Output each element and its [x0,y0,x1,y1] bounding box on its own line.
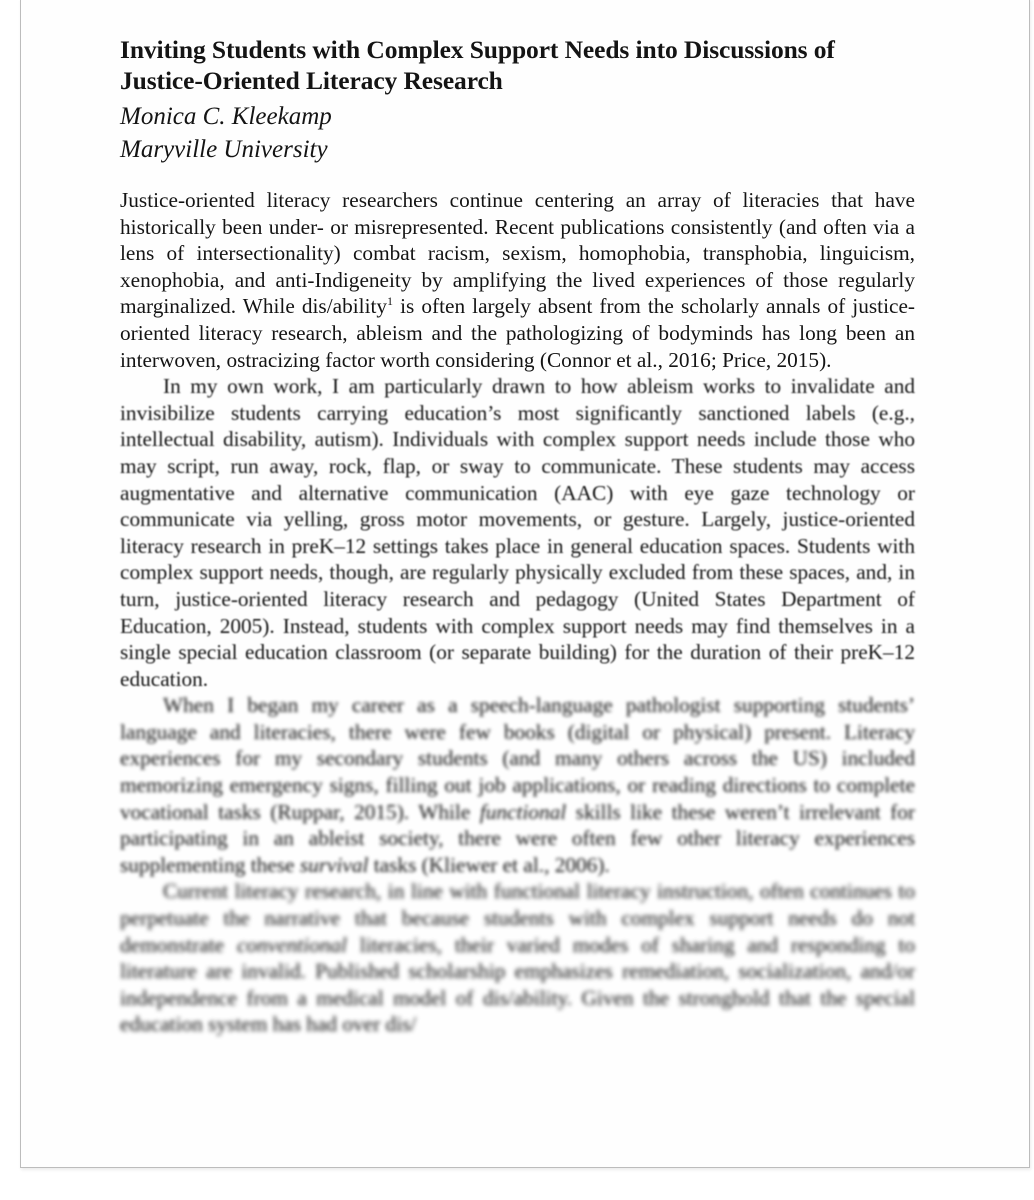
paragraph-2-text: In my own work, I am particularly drawn to how ableism works to invalidate and invisibilize students carrying education’s most significantly sanctioned labels (e.g., intellectual disability, autism). Individuals with complex support needs include those who may script, run away, rock, flap, or sway to communicate. These students may access augmentative and alternative communication (AAC) with eye gaze technology or communicate via yelling, gross motor movements, or gesture. Largely, justice-oriented literacy research in preK–12 settings takes place in general education spaces. Students with complex support needs, though, are regularly physically excluded from these spaces, and, in turn, justice-oriented literacy research and pedagogy (United States Department of Education, 2005). Instead, students with complex support needs may find themselves in a single special education classroom (or separate building) for the duration of their preK–12 education. [120,374,915,691]
paragraph-1-text-b: is often largely absent from the scholarly annals of justice-oriented literacy research, ableism and the pathologizing of bodyminds has long been an interwoven, ostracizing factor worth considering (Connor et al., 2016; Price, 2015). [120,294,915,372]
article-body [120,187,915,1038]
paragraph-3-text-a: When I began my career as a speech-language pathologist supporting students’ language and literacies, there were few books (digital or physical) present. Literacy experiences for my secondary students (and many others across the US) included memorizing emergency signs, filling out job applications, or reading directions to complete vocational tasks (Ruppar, 2015). While [120,693,915,824]
article-title: Inviting Students with Complex Support Needs into Discussions of Justice-Oriented Literacy Research [120,35,835,95]
paragraph-3-emphasis-functional: functional [479,799,567,824]
author-name: Monica C. Kleekamp [120,103,332,130]
paragraph-4-emphasis-conventional: conventional [236,932,347,957]
paragraph-1-text-a: Justice-oriented literacy researchers continue centering an array of literacies that have historically been under- or misrepresented. Recent publications consistently (and often via a lens of intersectionality) combat racism, sexism, homophobia, transphobia, linguicism, xenophobia, and anti-Indigeneity by amplifying the lived experiences of those regularly marginalized. While dis/ability [120,188,915,319]
paragraph-4 [120,878,915,1038]
paragraph-1 [120,187,915,373]
paragraph-2 [120,373,915,692]
paragraph-3-text-b: skills like these weren’t irrelevant for participating in an ableist society, there were often few other literacy experiences supplementing these [120,799,915,877]
paragraph-3-emphasis-survival: survival [299,852,369,877]
footnote-marker[interactable]: 1 [387,294,394,309]
author-affiliation: Maryville University [120,136,328,163]
paragraph-4-text-b: literacies, their varied modes of sharing and responding to literature are invalid. Published scholarship emphasizes remediation, socialization, and/or independence from a medical model of dis/ability. Given the stronghold that the special education system has had over dis/ [120,932,915,1037]
document-page [120,34,915,1038]
paragraph-4-text-a: Current literacy research, in line with functional literacy instruction, often continues to perpetuate the narrative that because students with complex support needs do not demonstrate [120,879,915,957]
paragraph-3-text-c: tasks (Kliewer et al., 2006). [368,852,610,877]
paragraph-3 [120,692,915,878]
